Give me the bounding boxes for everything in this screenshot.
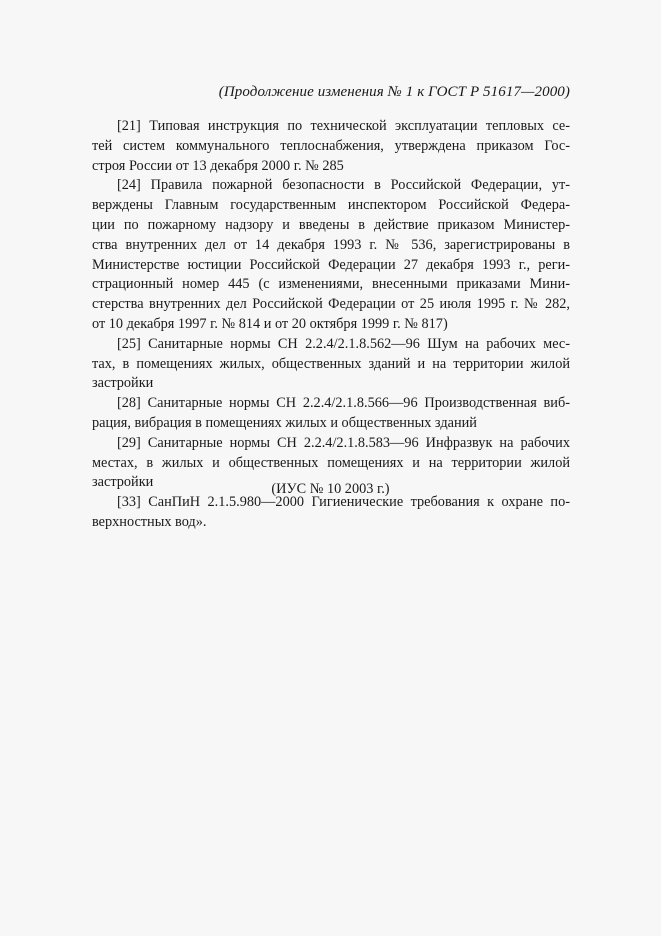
source-note: (ИУС № 10 2003 г.) (271, 481, 390, 497)
reference-line: стерства внутренних дел Российской Федерации от 25 июля 1995 г. № 282, (92, 296, 570, 313)
reference-line: [33] СанПиН 2.1.5.980—2000 Гигиенические требования к охране по- (117, 494, 570, 511)
reference-item-25 (92, 335, 570, 394)
reference-line: [25] Санитарные нормы СН 2.2.4/2.1.8.562—96 Шум на рабочих мес- (117, 335, 570, 352)
reference-line: Министерстве юстиции Российской Федерации 27 декабря 1993 г., реги- (92, 256, 570, 273)
reference-item-21 (92, 117, 570, 176)
reference-line: [24] Правила пожарной безопасности в Российской Федерации, ут- (117, 177, 570, 194)
continuation-header: (Продолжение изменения № 1 к ГОСТ Р 51617—2000) (218, 84, 570, 100)
reference-item-33 (92, 493, 570, 533)
reference-item-28 (92, 394, 570, 434)
reference-line: тах, в помещениях жилых, общественных зданий и на территории жилой (92, 355, 570, 372)
reference-line: верхностных вод». (92, 513, 207, 530)
reference-line: верждены Главным государственным инспектором Российской Федера- (92, 197, 570, 214)
reference-line: от 10 декабря 1997 г. № 814 и от 20 октября 1999 г. № 817) (92, 315, 448, 332)
reference-line: застройки (92, 474, 154, 491)
reference-line: строя России от 13 декабря 2000 г. № 285 (92, 157, 344, 174)
reference-line: [28] Санитарные нормы СН 2.2.4/2.1.8.566—96 Производственная виб- (117, 395, 570, 412)
reference-line: тей систем коммунального теплоснабжения, утверждена приказом Гос- (92, 137, 570, 154)
reference-line: [21] Типовая инструкция по технической эксплуатации тепловых се- (117, 118, 570, 134)
reference-item-24 (92, 176, 570, 334)
reference-line: застройки (92, 375, 154, 392)
reference-line: местах, в жилых и общественных помещениях и на территории жилой (92, 454, 570, 471)
reference-line: рация, вибрация в помещениях жилых и общественных зданий (92, 414, 477, 431)
references-list (92, 117, 570, 533)
reference-line: страционный номер 445 (с изменениями, внесенными приказами Мини- (92, 276, 570, 293)
reference-line: [29] Санитарные нормы СН 2.2.4/2.1.8.583—96 Инфразвук на рабочих (117, 434, 570, 451)
reference-line: ции по пожарному надзору и введены в действие приказом Министер- (92, 216, 570, 233)
reference-line: ства внутренних дел от 14 декабря 1993 г. № 536, зарегистрированы в (92, 236, 570, 253)
